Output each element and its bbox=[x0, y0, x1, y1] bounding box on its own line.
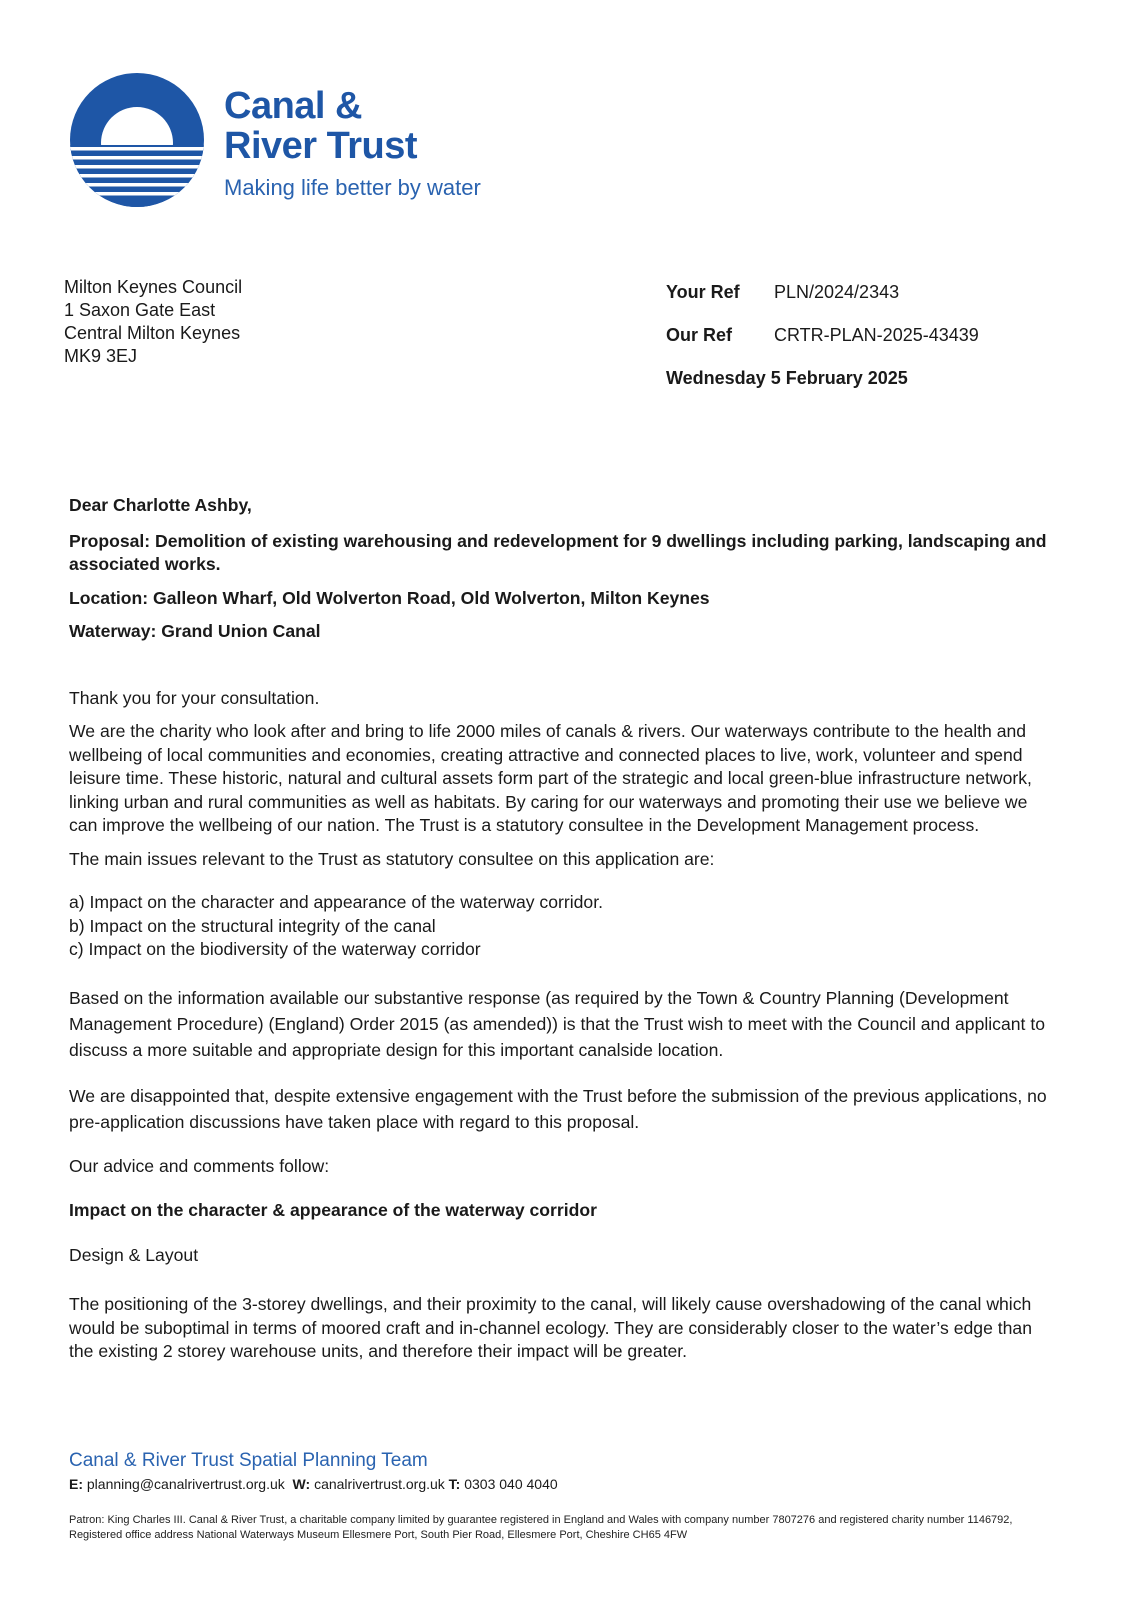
telephone: 0303 040 4040 bbox=[464, 1476, 558, 1492]
issues-intro: The main issues relevant to the Trust as statutory consultee on this application are: bbox=[69, 848, 715, 869]
salutation: Dear Charlotte Ashby, bbox=[69, 495, 252, 515]
thanks-paragraph: Thank you for your consultation. bbox=[69, 687, 320, 708]
your-ref-label: Your Ref bbox=[666, 282, 740, 302]
tel-label: T: bbox=[448, 1476, 461, 1492]
canal-river-trust-logo-icon bbox=[70, 73, 204, 207]
disappointed-paragraph: We are disappointed that, despite extensive engagement with the Trust before the submission of the previous applications, no pre-application discussions have taken place with regard to this proposal. bbox=[69, 1085, 1047, 1132]
our-ref-row bbox=[666, 325, 979, 368]
charity-paragraph: We are the charity who look after and bring to life 2000 miles of canals & rivers. Our waterways contribute to the health and wellbeing of local communities and economies, creating attractive and connected places to live, work, volunteer and spend leisure time. These historic, natural and cultural assets form part of the strategic and local green-blue infrastructure network, linking urban and rural communities as well as habitats. By caring for our waterways and promoting their use we believe we can improve the wellbeing of our nation. The Trust is a statutory consultee in the Development Management process. bbox=[69, 721, 1032, 835]
footer-team-name: Canal & River Trust Spatial Planning Team bbox=[69, 1450, 428, 1471]
address-line: Central Milton Keynes bbox=[64, 323, 241, 343]
subheading: Design & Layout bbox=[69, 1244, 199, 1265]
location: Location: Galleon Wharf, Old Wolverton Road, Old Wolverton, Milton Keynes bbox=[69, 587, 710, 608]
footer-contact bbox=[69, 1476, 558, 1492]
reference-block bbox=[666, 282, 979, 411]
recipient-address bbox=[64, 276, 242, 368]
section-heading: Impact on the character & appearance of the waterway corridor bbox=[69, 1200, 597, 1220]
logo-line-1: Canal & bbox=[224, 85, 362, 127]
web-link[interactable]: canalrivertrust.org.uk bbox=[314, 1476, 445, 1492]
email-link[interactable]: planning@canalrivertrust.org.uk bbox=[86, 1476, 285, 1492]
email-label: E: bbox=[69, 1476, 83, 1492]
design-paragraph: The positioning of the 3-storey dwellings, and their proximity to the canal, will likely cause overshadowing of the canal which would be suboptimal in terms of moored craft and in-channel ecology. They are considerably closer to the water’s edge than the existing 2 storey warehouse units, and therefore their impact will be greater. bbox=[69, 1294, 1032, 1361]
logo-tagline: Making life better by water bbox=[224, 175, 481, 200]
your-ref-value: PLN/2024/2343 bbox=[774, 282, 900, 302]
address-line: Milton Keynes Council bbox=[64, 277, 243, 297]
logo-wordmark bbox=[224, 86, 481, 202]
response-paragraph: Based on the information available our substantive response (as required by the Town & Country Planning (Development Management Procedure) (England) Order 2015 (as amended)) is that the Trust wish to meet with the Council and applicant to discuss a more suitable and appropriate design for this important canalside location. bbox=[69, 987, 1045, 1060]
waterway: Waterway: Grand Union Canal bbox=[69, 621, 321, 641]
logo-line-2: River Trust bbox=[224, 125, 418, 167]
address-line: MK9 3EJ bbox=[64, 346, 138, 366]
issue-item: b) Impact on the structural integrity of the canal bbox=[69, 915, 436, 936]
our-ref-value: CRTR-PLAN-2025-43439 bbox=[774, 325, 979, 345]
letter-date: Wednesday 5 February 2025 bbox=[666, 368, 908, 388]
proposal: Proposal: Demolition of existing warehousing and redevelopment for 9 dwellings including parking, landscaping and associated works. bbox=[69, 530, 1047, 574]
web-label: W: bbox=[292, 1476, 311, 1492]
advice-intro: Our advice and comments follow: bbox=[69, 1155, 330, 1176]
our-ref-label: Our Ref bbox=[666, 325, 733, 345]
issue-item: a) Impact on the character and appearance of the waterway corridor. bbox=[69, 892, 603, 912]
address-line: 1 Saxon Gate East bbox=[64, 300, 216, 320]
issues-list bbox=[69, 891, 1059, 962]
letter-body bbox=[69, 494, 1059, 1364]
your-ref-row bbox=[666, 282, 979, 325]
footer-legal-text: Patron: King Charles III. Canal & River Trust, a charitable company limited by guarantee registered in England and Wales with company number 7807276 and registered charity number 1146792, Registered office address National Waterways Museum Ellesmere Port, South Pier Road, Ellesmere Port, Cheshire CH65 4FW bbox=[69, 1514, 1013, 1541]
issue-item: c) Impact on the biodiversity of the waterway corridor bbox=[69, 939, 481, 959]
